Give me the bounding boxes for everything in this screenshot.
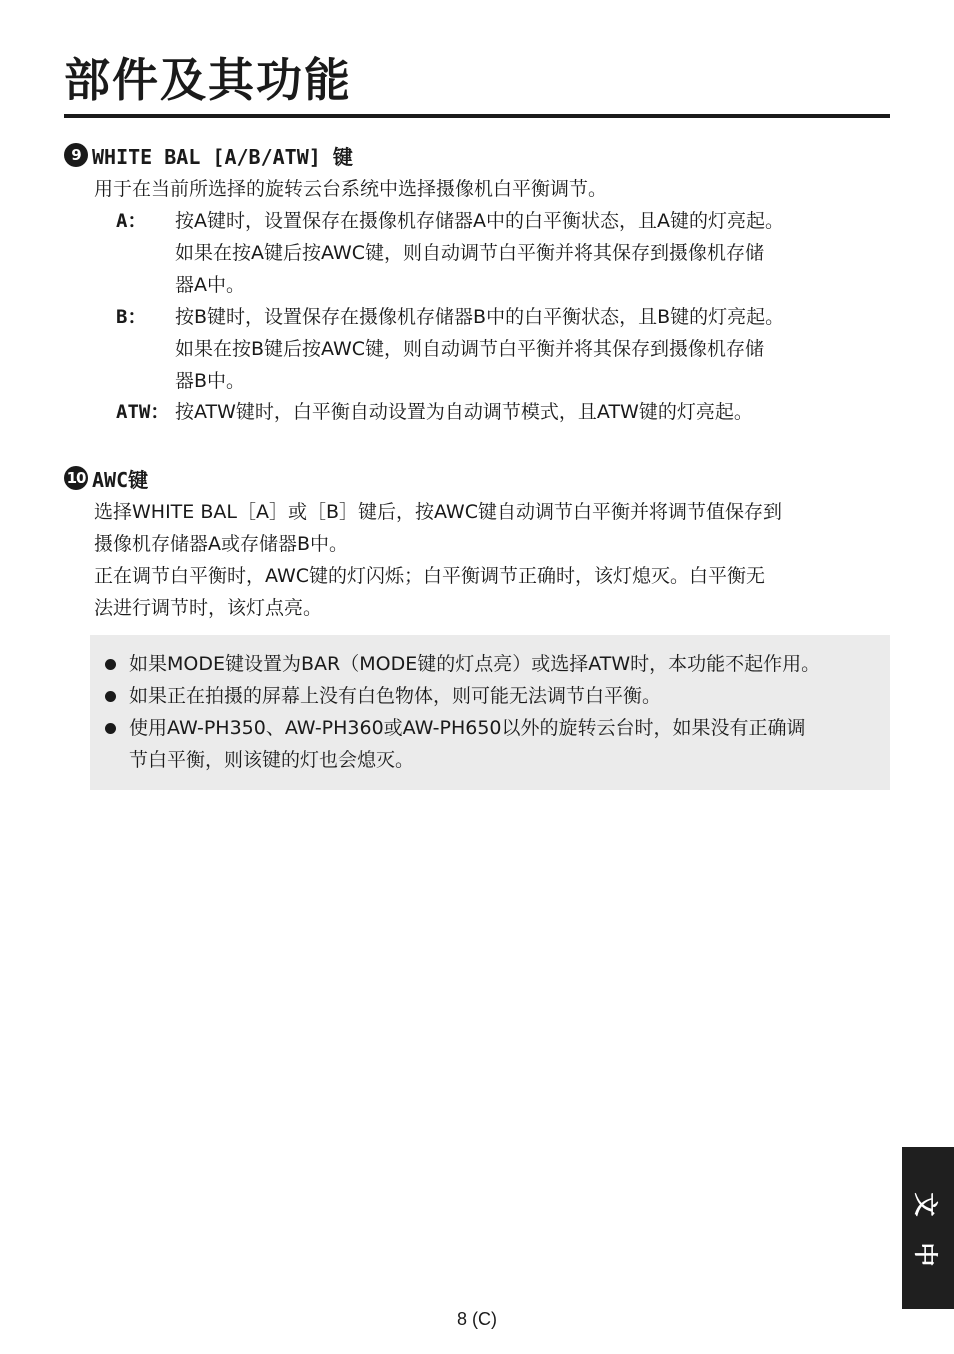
page-title: 部件及其功能 bbox=[64, 53, 352, 107]
note-1-bullet bbox=[105, 659, 116, 670]
section-10-number-badge: 10 bbox=[64, 466, 88, 490]
language-tab bbox=[902, 1147, 954, 1309]
section-10-line-2: 摄像机存储器A或存储器B中。 bbox=[94, 533, 349, 555]
title-divider bbox=[64, 114, 890, 118]
note-2-line-1: 如果正在拍摄的屏幕上没有白色物体，则可能无法调节白平衡。 bbox=[129, 685, 662, 707]
item-a-line-2: 如果在按A键后按AWC键，则自动调节白平衡并将其保存到摄像机存储 bbox=[175, 242, 765, 264]
section-10-line-3: 正在调节白平衡时，AWC键的灯闪烁；白平衡调节正确时，该灯熄灭。白平衡无 bbox=[94, 565, 766, 587]
note-3-line-2: 节白平衡，则该键的灯也会熄灭。 bbox=[129, 749, 415, 771]
note-1-line-1: 如果MODE键设置为BAR（MODE键的灯点亮）或选择ATW时，本功能不起作用。 bbox=[129, 653, 821, 675]
section-10-heading bbox=[64, 463, 148, 493]
item-a-key: A： bbox=[116, 210, 147, 232]
item-b-line-2: 如果在按B键后按AWC键，则自动调节白平衡并将其保存到摄像机存储 bbox=[175, 338, 765, 360]
item-b-line-1: 按B键时，设置保存在摄像机存储器B中的白平衡状态，且B键的灯亮起。 bbox=[175, 306, 785, 328]
page-number: 8 (C) bbox=[457, 1309, 497, 1329]
item-atw-key: ATW： bbox=[116, 401, 170, 423]
language-tab-char-2: 文 bbox=[911, 1192, 940, 1217]
item-a-line-3: 器A中。 bbox=[175, 274, 245, 296]
item-a-line-1: 按A键时，设置保存在摄像机存储器A中的白平衡状态，且A键的灯亮起。 bbox=[175, 210, 784, 232]
item-b-line-3: 器B中。 bbox=[175, 370, 246, 392]
section-9-heading bbox=[64, 140, 353, 170]
language-tab-char-1: 中 bbox=[911, 1242, 940, 1267]
section-10-line-1: 选择WHITE BAL［A］或［B］键后，按AWC键自动调节白平衡并将调节值保存到 bbox=[94, 501, 782, 523]
note-3-bullet bbox=[105, 723, 116, 734]
note-3-line-1: 使用AW-PH350、AW-PH360或AW-PH650以外的旋转云台时，如果没有正确调 bbox=[129, 717, 806, 739]
section-9-title: WHITE BAL [A/B/ATW] 键 bbox=[92, 144, 353, 169]
item-b-key: B： bbox=[116, 306, 147, 328]
section-10-line-4: 法进行调节时，该灯点亮。 bbox=[94, 597, 323, 619]
section-9-intro: 用于在当前所选择的旋转云台系统中选择摄像机白平衡调节。 bbox=[94, 178, 608, 200]
section-10-title: AWC键 bbox=[92, 467, 149, 492]
item-atw-line-1: 按ATW键时，白平衡自动设置为自动调节模式，且ATW键的灯亮起。 bbox=[175, 401, 753, 423]
note-2-bullet bbox=[105, 691, 116, 702]
section-9-number-badge: 9 bbox=[64, 143, 88, 167]
